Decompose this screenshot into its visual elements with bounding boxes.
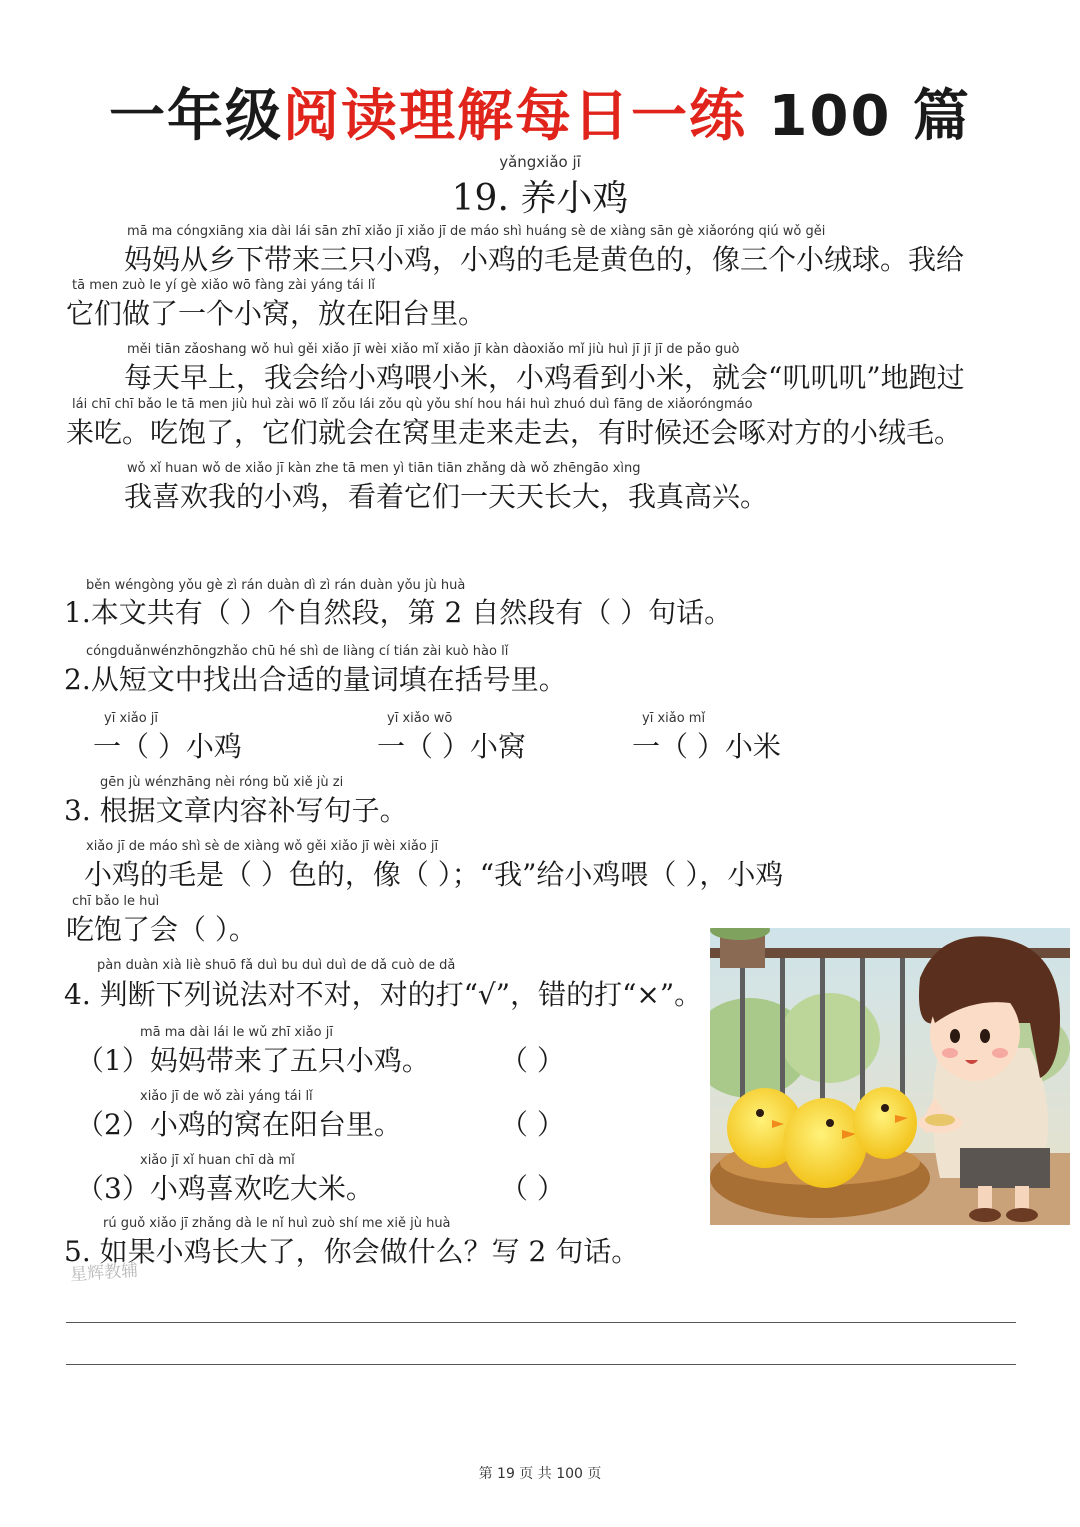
passage-line-5: 我喜欢我的小鸡，看着它们一天天长大，我真高兴。 [124,480,769,513]
q2-item-3-pinyin: yī xiǎo mǐ [642,711,706,726]
q4-item-3-blank: （ ） [500,1172,565,1205]
q4-item-1-pinyin: mā ma dài lái le wǔ zhī xiǎo jī [140,1025,333,1040]
q4-item-1: （1）妈妈带来了五只小鸡。 [76,1044,430,1077]
passage-line-2: 它们做了一个小窝，放在阳台里。 [66,297,487,330]
question-3: 3. 根据文章内容补写句子。 [64,794,408,827]
q3-line-1-pinyin: xiǎo jī de máo shì sè de xiàng wǒ gěi xiǎo jī wèi xiǎo jī [86,839,439,854]
passage-line-3-pinyin: měi tiān zǎoshang wǒ huì gěi xiǎo jī wèi xiǎo mǐ xiǎo jī kàn dàoxiǎo mǐ jiù huì jī jī jī de pǎo guò [127,342,740,357]
question-5-pinyin: rú guǒ xiǎo jī zhǎng dà le nǐ huì zuò shí me xiě jù huà [103,1216,451,1231]
title-suffix: 100 篇 [747,84,971,149]
q4-item-3: （3）小鸡喜欢吃大米。 [76,1172,374,1205]
passage-line-4: 来吃。吃饱了，它们就会在窝里走来走去，有时候还会啄对方的小绒毛。 [66,416,963,449]
title-highlight: 阅读理解每日一练 [283,84,748,149]
question-3-pinyin: gēn jù wénzhāng nèi róng bǔ xiě jù zi [100,775,344,790]
question-4-pinyin: pàn duàn xià liè shuō fǎ duì bu duì duì de dǎ cuò de dǎ [97,958,456,973]
page-title [0,72,1080,152]
q2-item-1: 一（ ）小鸡 [93,730,242,763]
question-1: 1.本文共有（ ）个自然段，第 2 自然段有（ ）句话。 [64,596,733,629]
lesson-title: 19. 养小鸡 [451,178,629,219]
answer-line-1[interactable] [66,1322,1016,1323]
q4-item-2-blank: （ ） [500,1108,565,1141]
answer-line-2[interactable] [66,1364,1016,1365]
q2-item-2-pinyin: yī xiǎo wō [387,711,453,726]
passage-line-3: 每天早上，我会给小鸡喂小米，小鸡看到小米，就会“叽叽叽”地跑过 [124,361,965,394]
passage-line-1-pinyin: mā ma cóngxiāng xia dài lái sān zhī xiǎo jī xiǎo jī de máo shì huáng sè de xiàng sān gè xiǎoróng qiú wǒ gěi [127,224,826,239]
question-2: 2.从短文中找出合适的量词填在括号里。 [64,663,567,696]
passage-line-2-pinyin: tā men zuò le yí gè xiǎo wō fàng zài yáng tái lǐ [72,278,376,293]
passage-line-1: 妈妈从乡下带来三只小鸡，小鸡的毛是黄色的，像三个小绒球。我给 [124,243,965,276]
q4-item-3-pinyin: xiǎo jī xǐ huan chī dà mǐ [140,1153,295,1168]
q2-item-1-pinyin: yī xiǎo jī [104,711,159,726]
q3-line-2: 吃饱了会（ ）。 [66,913,257,946]
page-number: 第 19 页 共 100 页 [478,1466,602,1482]
question-2-pinyin: cóngduǎnwénzhōngzhǎo chū hé shì de liàng cí tián zài kuò hào lǐ [86,644,509,659]
question-1-pinyin: běn wéngòng yǒu gè zì rán duàn dì zì rán duàn yǒu jù huà [86,578,466,593]
question-4: 4. 判断下列说法对不对，对的打“√”，错的打“×”。 [64,978,703,1011]
title-prefix: 一年级 [109,84,284,149]
q2-item-3: 一（ ）小米 [632,730,781,763]
lesson-title-pinyin: yǎngxiǎo jī [499,153,581,171]
q3-line-1: 小鸡的毛是（ ）色的，像（ ）；“我”给小鸡喂（ ），小鸡 [84,858,784,891]
q2-item-2: 一（ ）小窝 [377,730,526,763]
illustration-girl-feeding-chicks [710,928,1070,1225]
watermark: 星辉教辅 [69,1260,139,1286]
q4-item-1-blank: （ ） [500,1044,565,1077]
passage-line-5-pinyin: wǒ xǐ huan wǒ de xiǎo jī kàn zhe tā men yì tiān tiān zhǎng dà wǒ zhēngāo xìng [127,461,641,476]
passage-line-4-pinyin: lái chī chī bǎo le tā men jiù huì zài wō lǐ zǒu lái zǒu qù yǒu shí hou hái huì zhuó duì fāng de xiǎoróngmáo [72,397,753,412]
q3-line-2-pinyin: chī bǎo le huì [72,894,160,909]
q4-item-2: （2）小鸡的窝在阳台里。 [76,1108,402,1141]
q4-item-2-pinyin: xiǎo jī de wǒ zài yáng tái lǐ [140,1089,313,1104]
question-5: 5. 如果小鸡长大了，你会做什么？写 2 句话。 [64,1235,640,1268]
